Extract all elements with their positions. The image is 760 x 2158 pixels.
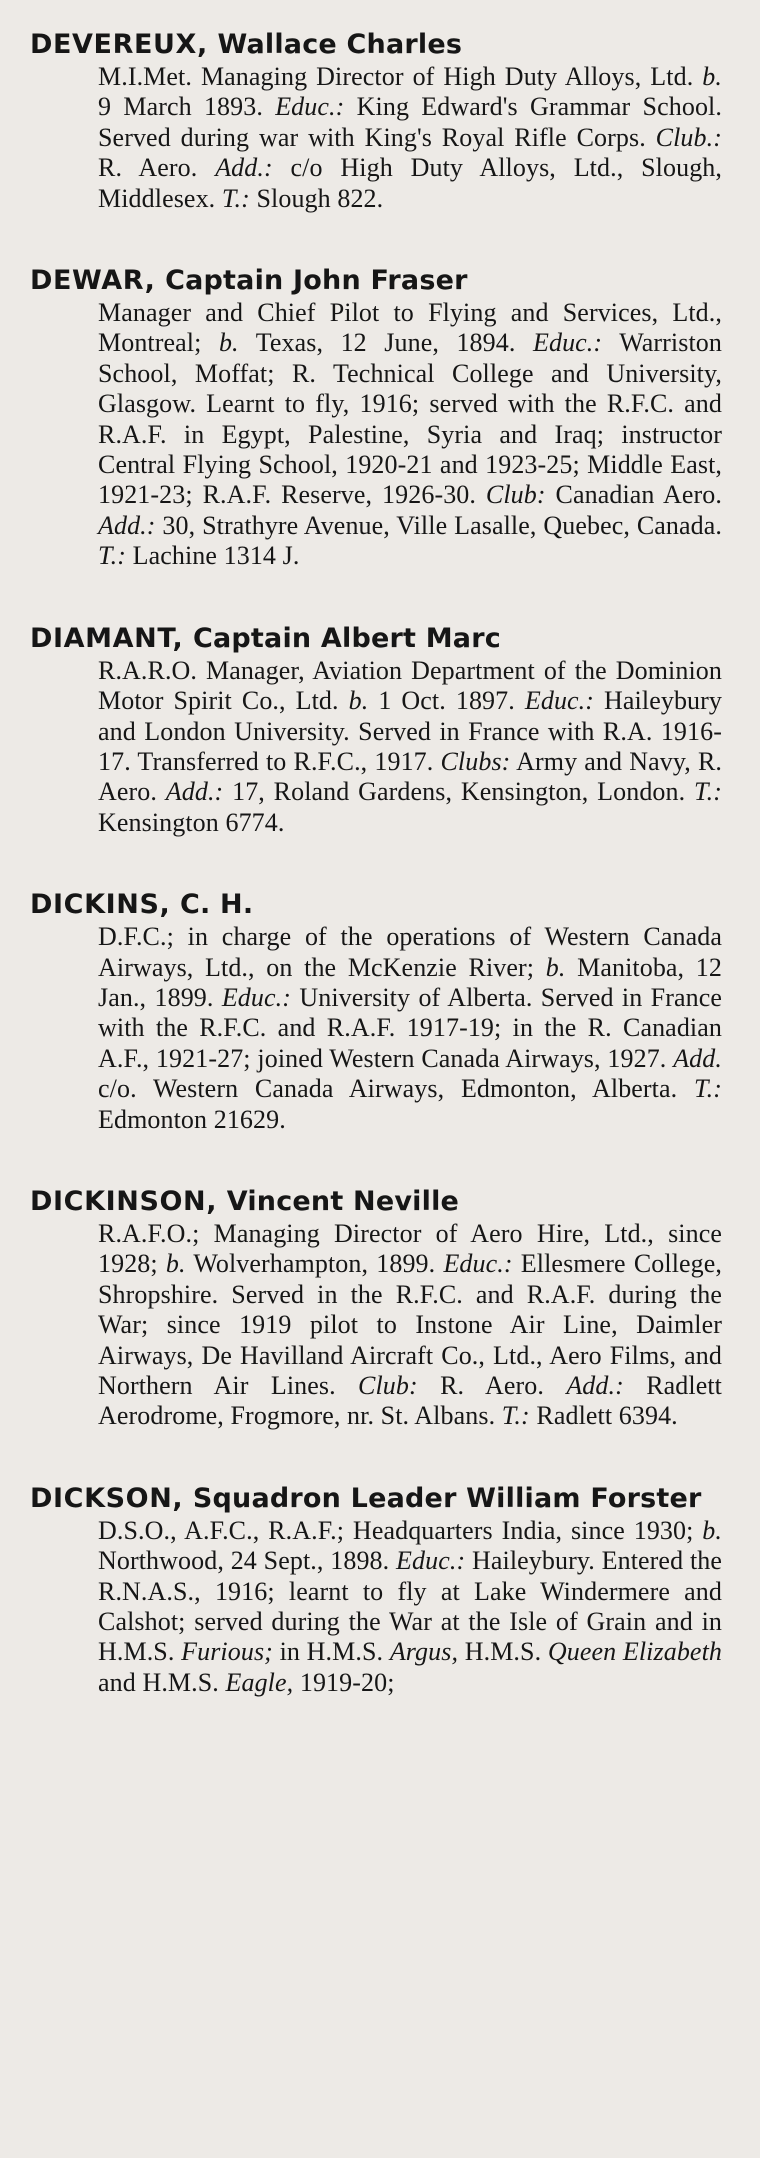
italic-abbreviation: Educ.: bbox=[532, 328, 603, 358]
entry-text-segment: 17, Roland Gardens, Kensington, London. bbox=[223, 777, 694, 807]
entry-text-segment: Kensington 6774. bbox=[98, 807, 285, 837]
italic-abbreviation: Argus, bbox=[389, 1637, 459, 1667]
entry-surname: DICKINSON, bbox=[30, 1185, 218, 1217]
italic-abbreviation: b. bbox=[218, 328, 239, 358]
italic-abbreviation: Eagle, bbox=[225, 1667, 294, 1697]
entry-given-names: Squadron Leader William Forster bbox=[192, 1482, 702, 1514]
entry-text-segment: Northwood, 24 Sept., 1898. bbox=[98, 1546, 397, 1576]
entry-text bbox=[30, 922, 722, 1135]
entry-given-names: Vincent Neville bbox=[226, 1185, 460, 1217]
entry-text-segment: R.A.F.O.; Managing Director of Aero Hire, Ltd., since 1928; bbox=[98, 1218, 722, 1279]
entry-text-segment: 1 Oct. 1897. bbox=[368, 686, 525, 716]
entry-surname: DICKINS, bbox=[30, 889, 171, 921]
biography-entry bbox=[30, 1185, 722, 1432]
italic-abbreviation: b. bbox=[702, 62, 722, 91]
entry-text-segment: Wolverhampton, 1899. bbox=[185, 1249, 444, 1279]
italic-abbreviation: T.: bbox=[694, 1074, 722, 1104]
italic-abbreviation: T.: bbox=[694, 777, 722, 807]
entry-text-segment: H.M.S. bbox=[458, 1637, 548, 1667]
entry-given-names: C. H. bbox=[179, 889, 254, 921]
italic-abbreviation: b. bbox=[165, 1249, 186, 1279]
entry-text-segment: D.S.O., A.F.C., R.A.F.; Headquarters India, since 1930; bbox=[98, 1515, 703, 1545]
italic-abbreviation: Educ.: bbox=[443, 1249, 513, 1279]
entry-text-segment: Haileybury. Entered the R.N.A.S., 1916; learnt to fly at Lake Windermere and Calshot; served during the War at the Isle of Grain and in H.M.S. bbox=[98, 1546, 723, 1667]
entry-surname: DEWAR, bbox=[30, 265, 156, 297]
entry-text-segment: R.A.R.O. Manager, Aviation Department of the Dominion Motor Spirit Co., Ltd. bbox=[98, 655, 722, 716]
italic-abbreviation: Clubs: bbox=[440, 746, 511, 776]
entry-given-names: Captain John Fraser bbox=[165, 265, 468, 297]
entry-surname: DICKSON, bbox=[30, 1482, 184, 1514]
entry-text-segment: Lachine 1314 J. bbox=[126, 541, 300, 571]
italic-abbreviation: Add. bbox=[673, 1043, 722, 1073]
entry-text-segment: Radlett 6394. bbox=[529, 1401, 678, 1431]
entry-text-segment: Texas, 12 June, 1894. bbox=[238, 328, 533, 358]
entry-text-segment: 9 March 1893. bbox=[98, 92, 276, 122]
entry-heading bbox=[30, 264, 722, 298]
entry-text-segment: 30, Strathyre Avenue, Ville Lasalle, Quebec, Canada. bbox=[155, 510, 722, 540]
entry-text-segment: c/o. Western Canada Airways, Edmonton, Alberta. bbox=[98, 1074, 694, 1104]
entry-heading bbox=[30, 28, 722, 62]
entry-text-segment: King Edward's Grammar School. Served during war with King's Royal Rifle Corps. bbox=[98, 92, 722, 152]
entry-heading bbox=[30, 622, 722, 656]
italic-abbreviation: Club: bbox=[358, 1371, 418, 1400]
italic-abbreviation: Queen Elizabeth bbox=[547, 1637, 722, 1667]
entry-text bbox=[30, 1219, 722, 1432]
entry-text bbox=[30, 656, 722, 838]
entry-heading bbox=[30, 888, 722, 922]
italic-abbreviation: Educ.: bbox=[396, 1546, 466, 1576]
italic-abbreviation: Club: bbox=[485, 480, 546, 510]
italic-abbreviation: b. bbox=[545, 952, 566, 982]
biography-entry bbox=[30, 264, 722, 572]
entry-text-segment: Radlett Aerodrome, Frogmore, nr. St. Albans. bbox=[98, 1371, 722, 1431]
entry-text-segment: R. Aero. bbox=[417, 1371, 567, 1400]
italic-abbreviation: Add.: bbox=[98, 510, 156, 540]
entry-text bbox=[30, 1516, 722, 1698]
entry-text-segment: Manager and Chief Pilot to Flying and Services, Ltd., Montreal; bbox=[98, 298, 722, 358]
entry-text bbox=[30, 298, 722, 572]
entry-heading bbox=[30, 1185, 722, 1219]
entry-heading bbox=[30, 1482, 722, 1516]
italic-abbreviation: Educ.: bbox=[524, 686, 595, 716]
entry-text-segment: Ellesmere College, Shropshire. Served in the R.F.C. and R.A.F. during the War; since 1919 pilot to Instone Air Line, Daimler Airways, De Havilland Aircraft Co., Ltd., Aero Films, and Northern Air Lines. bbox=[98, 1249, 722, 1400]
italic-abbreviation: Educ.: bbox=[275, 92, 345, 122]
entry-text-segment: Edmonton 21629. bbox=[98, 1104, 286, 1134]
entry-text-segment: Canadian Aero. bbox=[545, 480, 722, 510]
italic-abbreviation: Add.: bbox=[215, 153, 273, 183]
entry-text-segment: Army and Navy, R. Aero. bbox=[98, 746, 722, 807]
entry-surname: DIAMANT, bbox=[30, 622, 184, 654]
italic-abbreviation: Club.: bbox=[655, 122, 722, 152]
biography-entry bbox=[30, 622, 722, 838]
entry-text-segment: Slough 822. bbox=[249, 183, 384, 213]
entry-text-segment: Manitoba, 12 Jan., 1899. bbox=[98, 952, 722, 1012]
entry-text-segment: 1919-20; bbox=[293, 1667, 395, 1697]
entry-text-segment: c/o High Duty Alloys, Ltd., Slough, Middlesex. bbox=[98, 153, 722, 213]
entry-text-segment: and H.M.S. bbox=[98, 1667, 226, 1697]
entry-text bbox=[30, 62, 722, 214]
entry-text-segment: in H.M.S. bbox=[272, 1637, 390, 1667]
entry-surname: DEVEREUX, bbox=[30, 29, 208, 60]
entry-given-names: Captain Albert Marc bbox=[192, 622, 501, 654]
entry-text-segment: D.F.C.; in charge of the operations of Western Canada Airways, Ltd., on the McKenzie River; bbox=[98, 922, 722, 982]
entry-text-segment: University of Alberta. Served in France with the R.F.C. and R.A.F. 1917-19; in the R. Canadian A.F., 1921-27; joined Western Canada Airways, 1927. bbox=[98, 982, 723, 1073]
italic-abbreviation: T.: bbox=[501, 1401, 530, 1431]
biography-entry bbox=[30, 28, 722, 214]
italic-abbreviation: T.: bbox=[98, 541, 126, 571]
italic-abbreviation: Add.: bbox=[165, 777, 224, 807]
entry-given-names: Wallace Charles bbox=[217, 29, 463, 60]
entry-text-segment: R. Aero. bbox=[98, 153, 216, 183]
entry-text-segment: Haileybury and London University. Served in France with R.A. 1916-17. Transferred to R.F.C., 1917. bbox=[98, 686, 723, 776]
entry-text-segment: M.I.Met. Managing Director of High Duty Alloys, Ltd. bbox=[98, 62, 703, 91]
biography-entry bbox=[30, 888, 722, 1135]
italic-abbreviation: Educ.: bbox=[221, 982, 292, 1012]
biography-entry bbox=[30, 1482, 722, 1698]
italic-abbreviation: b. bbox=[702, 1515, 722, 1545]
entry-text-segment: Warriston School, Moffat; R. Technical College and University, Glasgow. Learnt to fly, 1916; served with the R.F.C. and R.A.F. in Egypt, Palestine, Syria and Iraq; instructor Central Flying School, 1920-21 and 1923-25; Middle East, 1921-23; R.A.F. Reserve, 1926-30. bbox=[98, 328, 722, 510]
italic-abbreviation: b. bbox=[348, 686, 369, 716]
italic-abbreviation: Add.: bbox=[566, 1371, 624, 1400]
italic-abbreviation: T.: bbox=[221, 183, 250, 213]
italic-abbreviation: Furious; bbox=[181, 1637, 273, 1667]
entry-list bbox=[30, 28, 722, 1698]
